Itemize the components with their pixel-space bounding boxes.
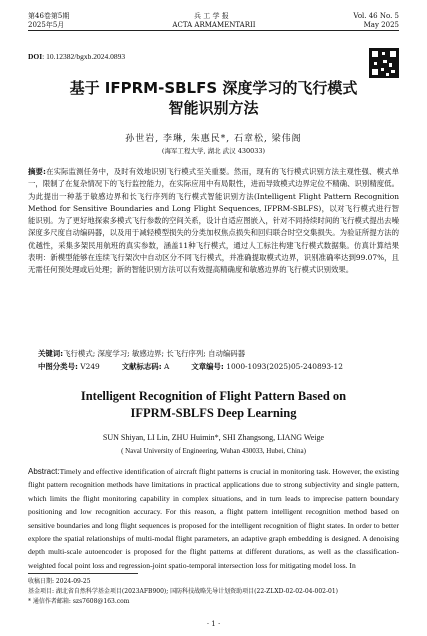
article-title-cn <box>28 78 399 118</box>
abstract-cn <box>28 166 399 277</box>
date-cn: 2025年5月 <box>28 21 65 29</box>
authors-en: SUN Shiyan, LI Lin, ZHU Huimin*, SHI Zhangsong, LIANG Weige <box>102 433 325 442</box>
abstract-cn-text: 在实际监测任务中，及时有效地识别飞行模式至关重要。然而，现有的飞行模式识别方法主观性强、模式单一，限制了在复杂情况下的飞行监控能力，在实际应用中有局限性，进而导致模式边界定位不精确、识别精度低。为此提出一种基于敏感边界和长飞行序列的飞行模式智能识别方法(Intelligent Flight Pattern Recognition Method for Sensitive Boundaries and Long Flight Sequences, IFPRM-SBLFS)，以对飞行模式进行智能识别。为了更好地探索多模式飞行参数的空间关系，设计自适应图嵌入，针对不同持续时间的飞行模式提出去噪深度多尺度自动编码器，以及用于减轻模型损失的分类加权焦点损失和回归联合时空交集损失。为验证所提方法的优越性，采集多架民用航班的真实参数，涵盖11种飞行模式，通过人工标注构建飞行模式数据集。仿真计算结果表明：新模型能够在连续飞行架次中自动区分不同飞行模式，并准确提取模式边界，识别准确率达到99.07%，且无需任何预处理或后处理；新的智能识别方法可以有效提高精确度和敏感边界的飞行模式识别效果。 <box>28 167 399 275</box>
journal-name-cn: 兵 工 学 报 <box>194 12 229 20</box>
fund-info: 基金项目: 湖北省自然科学基金项目(2023AFB900); 国防科技战略先导计划资助项目(22-ZLXD-02-02-04-002-01) <box>28 588 338 595</box>
affiliation-en: ( Naval University of Engineering, Wuhan 430033, Hubei, China) <box>121 447 306 455</box>
abstract-en-label: Abstract: <box>28 467 60 476</box>
article-title-en <box>28 388 399 422</box>
page-number: · 1 · <box>206 620 221 628</box>
clc-number: 中图分类号: V249 <box>38 362 100 371</box>
article-title-cn-line2: 智能识别方法 <box>168 99 259 117</box>
journal-name-en: ACTA ARMAMENTARII <box>172 21 256 29</box>
corresponding-email: * 通信作者邮箱: szs7608@163.com <box>28 598 130 605</box>
article-title-en-line2: IFPRM-SBLFS Deep Learning <box>130 406 297 420</box>
abstract-cn-label: 摘要: <box>28 167 46 176</box>
doi-value: : 10.12382/bgxb.2024.0893 <box>42 52 126 61</box>
header-rule <box>28 30 399 31</box>
authors-cn: 孙世岩, 李琳, 朱惠民*, 石章松, 梁伟阁 <box>125 134 302 144</box>
affiliation-cn: (海军工程大学, 湖北 武汉 430033) <box>161 147 266 155</box>
doi-line <box>28 52 125 61</box>
volume-issue-cn: 第46卷第5期 <box>28 12 70 20</box>
keywords-cn-text: 飞行模式; 深度学习; 敏感边界; 长飞行序列; 自动编码器 <box>63 349 246 358</box>
article-number: 文章编号: 1000-1093(2025)05-240893-12 <box>191 362 343 371</box>
doi-label: DOI <box>28 52 43 61</box>
keywords-cn <box>38 348 399 360</box>
abstract-en-text: Timely and effective identification of aircraft flight patterns is crucial in monitoring task. However, the existing flight pattern recognition methods have limitations in practical applications due to strong subjectivity and single pattern, which limits the flight monitoring capability in complex situations, and in turn leads to imprecise pattern boundary positioning and low recognition accuracy. For this reason, a flight pattern intelligent recognition method based on sensitive boundaries and long flight sequences is proposed for the intelligent recognition of flight states. In order to better explore the spatial relationships of multi-modal flight parameters, an adaptive graph embedding is designed. A denoising depth multi-scale autoencoder is proposed for the flight patterns at different durations, as well as the classification-weighted focal point loss and regression-joint spatio-temporal intersection loss for mitigating model loss. In <box>28 467 399 570</box>
footnote-rule <box>28 573 138 574</box>
abstract-en <box>28 465 399 572</box>
document-code: 文献标志码: A <box>121 362 170 371</box>
received-date: 收稿日期: 2024-09-25 <box>28 578 91 585</box>
date-en: May 2025 <box>363 21 399 29</box>
article-title-en-line1: Intelligent Recognition of Flight Pattern Based on <box>80 389 347 403</box>
article-title-cn-line1: 基于 IFPRM-SBLFS 深度学习的飞行模式 <box>69 79 358 97</box>
volume-issue-en: Vol. 46 No. 5 <box>353 12 399 20</box>
running-header-top <box>28 12 399 20</box>
running-header-bottom <box>28 21 399 29</box>
classification-line <box>38 361 399 372</box>
qr-code-icon[interactable] <box>369 48 399 78</box>
keywords-cn-label: 关键词: <box>38 349 64 358</box>
